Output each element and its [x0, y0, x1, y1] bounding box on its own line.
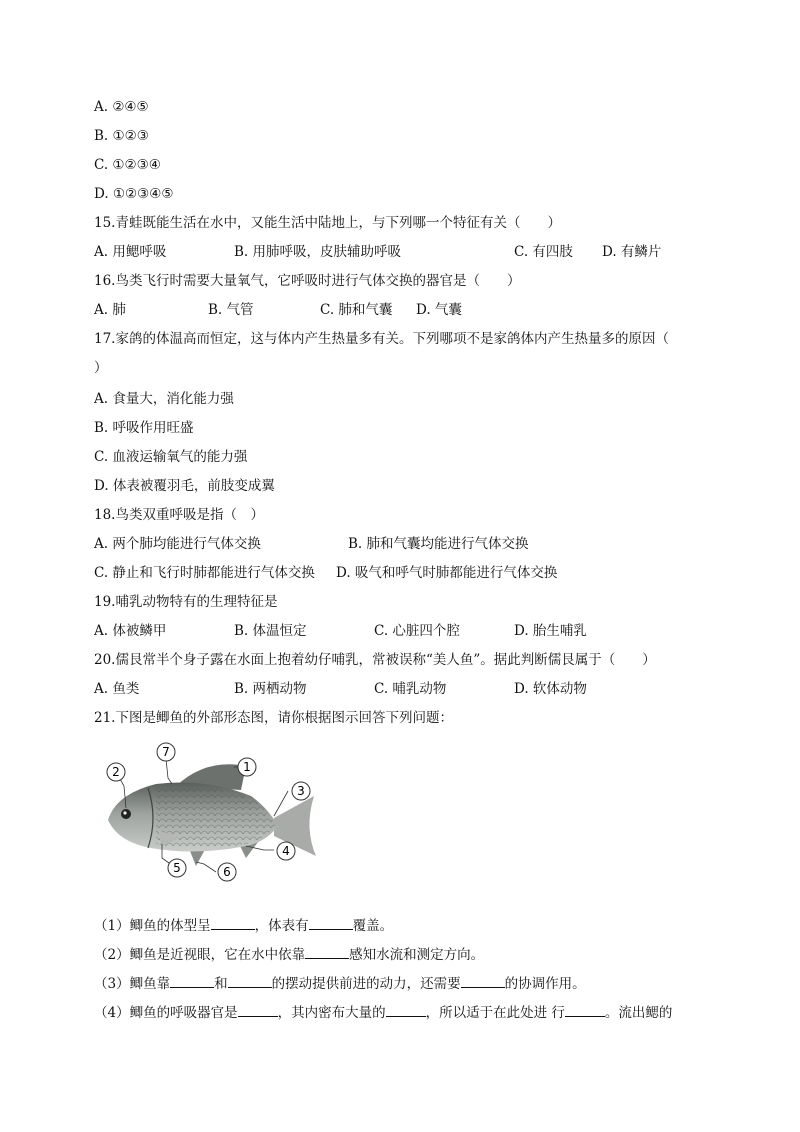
- svg-text:7: 7: [162, 745, 170, 759]
- answer-blank[interactable]: [238, 1016, 278, 1017]
- q16-option-b: B. 气管: [208, 302, 254, 318]
- q17-option-c: C. 血液运输氧气的能力强: [94, 449, 248, 465]
- q21-sub3-part2: 和: [214, 976, 228, 992]
- q20-option-a: A. 鱼类: [94, 681, 140, 697]
- label-6: [218, 863, 236, 881]
- q19-option-a: A. 体被鳞甲: [94, 623, 167, 639]
- q20-stem: 20.儒艮常半个身子露在水面上抱着幼仔哺乳，常被误称“美人鱼”。据此判断儒艮属于（ ）: [94, 652, 656, 668]
- answer-blank[interactable]: [461, 987, 505, 988]
- q21-sub3-part1: （3）鲫鱼靠: [94, 976, 171, 992]
- crucian-carp-figure: [96, 738, 326, 888]
- q15-option-d: D. 有鳞片: [602, 244, 662, 260]
- svg-text:1: 1: [243, 760, 251, 774]
- q15-option-b: B. 用肺呼吸，皮肤辅助呼吸: [234, 244, 402, 260]
- q18-option-b: B. 肺和气囊均能进行气体交换: [348, 536, 529, 552]
- q18-option-c: C. 静止和飞行时肺都能进行气体交换: [94, 565, 315, 581]
- q14-option-a: A. ②④⑤: [94, 99, 149, 115]
- label-1: [238, 758, 256, 776]
- q18-option-d: D. 吸气和呼气时肺都能进行气体交换: [336, 565, 558, 581]
- q14-option-d: D. ①②③④⑤: [94, 186, 174, 202]
- q19-option-c: C. 心脏四个腔: [374, 623, 460, 639]
- q21-sub3-part4: 的协调作用。: [504, 976, 586, 992]
- q17-stem: 17.家鸽的体温高而恒定，这与体内产生热量多有关。下列哪项不是家鸽体内产生热量多的原因（: [94, 331, 669, 347]
- answer-blank[interactable]: [211, 929, 255, 930]
- q16-option-c: C. 肺和气囊: [320, 302, 393, 318]
- q21-sub3-part3: 的摆动提供前进的动力，还需要: [271, 976, 461, 992]
- label-4: [277, 842, 295, 860]
- q20-option-d: D. 软体动物: [514, 681, 587, 697]
- q21-sub1-part1: （1）鲫鱼的体型呈: [94, 918, 211, 934]
- label-3: [292, 782, 310, 800]
- answer-blank[interactable]: [170, 987, 214, 988]
- svg-text:2: 2: [112, 765, 120, 779]
- svg-text:5: 5: [173, 861, 181, 875]
- label-2: [107, 763, 125, 781]
- q21-sub2-part1: （2）鲫鱼是近视眼，它在水中依靠: [94, 947, 306, 963]
- answer-blank[interactable]: [565, 1016, 605, 1017]
- q21-stem: 21.下图是鲫鱼的外部形态图，请你根据图示回答下列问题：: [94, 710, 453, 726]
- q16-option-d: D. 气囊: [416, 302, 462, 318]
- svg-text:6: 6: [223, 865, 231, 879]
- q19-option-d: D. 胎生哺乳: [514, 623, 587, 639]
- answer-blank[interactable]: [228, 987, 272, 988]
- q20-option-b: B. 两栖动物: [234, 681, 307, 697]
- svg-text:3: 3: [297, 784, 305, 798]
- q20-option-c: C. 哺乳动物: [374, 681, 447, 697]
- answer-blank[interactable]: [309, 929, 353, 930]
- q21-sub4-part3: ，所以适于在此处进 行: [425, 1005, 565, 1021]
- label-5: [168, 859, 186, 877]
- q19-stem: 19.哺乳动物特有的生理特征是: [94, 594, 278, 610]
- q18-stem: 18.鸟类双重呼吸是指（ ）: [94, 507, 264, 523]
- label-7: [157, 743, 175, 761]
- q21-sub4-part4: 。流出鳃的: [604, 1005, 673, 1021]
- q21-sub3: [94, 975, 586, 993]
- q21-sub2-part2: 感知水流和测定方向。: [349, 947, 485, 963]
- q21-sub2: [94, 946, 484, 964]
- q14-option-c: C. ①②③④: [94, 157, 161, 173]
- q21-sub1-part3: 覆盖。: [352, 918, 394, 934]
- q21-sub1-part2: ，体表有: [254, 918, 309, 934]
- answer-blank[interactable]: [305, 958, 349, 959]
- q21-sub4: [94, 1004, 672, 1022]
- q17-option-d: D. 体表被覆羽毛，前肢变成翼: [94, 478, 275, 494]
- q17-option-a: A. 食量大，消化能力强: [94, 391, 234, 407]
- q14-option-b: B. ①②③: [94, 128, 149, 144]
- q16-option-a: A. 肺: [94, 302, 126, 318]
- q15-option-c: C. 有四肢: [514, 244, 573, 260]
- q16-stem: 16.鸟类飞行时需要大量氧气，它呼吸时进行气体交换的器官是（ ）: [94, 273, 521, 289]
- q21-sub1: [94, 917, 393, 935]
- q15-stem: 15.青蛙既能生活在水中，又能生活中陆地上，与下列哪一个特征有关（ ）: [94, 215, 561, 231]
- q17-stem-cont: ）: [94, 360, 108, 376]
- q21-sub4-part1: （4）鲫鱼的呼吸器官是: [94, 1005, 238, 1021]
- q17-option-b: B. 呼吸作用旺盛: [94, 420, 194, 436]
- q21-sub4-part2: ，其内密布大量的: [277, 1005, 386, 1021]
- q18-option-a: A. 两个肺均能进行气体交换: [94, 536, 261, 552]
- answer-blank[interactable]: [386, 1016, 426, 1017]
- q19-option-b: B. 体温恒定: [234, 623, 307, 639]
- svg-text:4: 4: [282, 844, 290, 858]
- q15-option-a: A. 用鳃呼吸: [94, 244, 167, 260]
